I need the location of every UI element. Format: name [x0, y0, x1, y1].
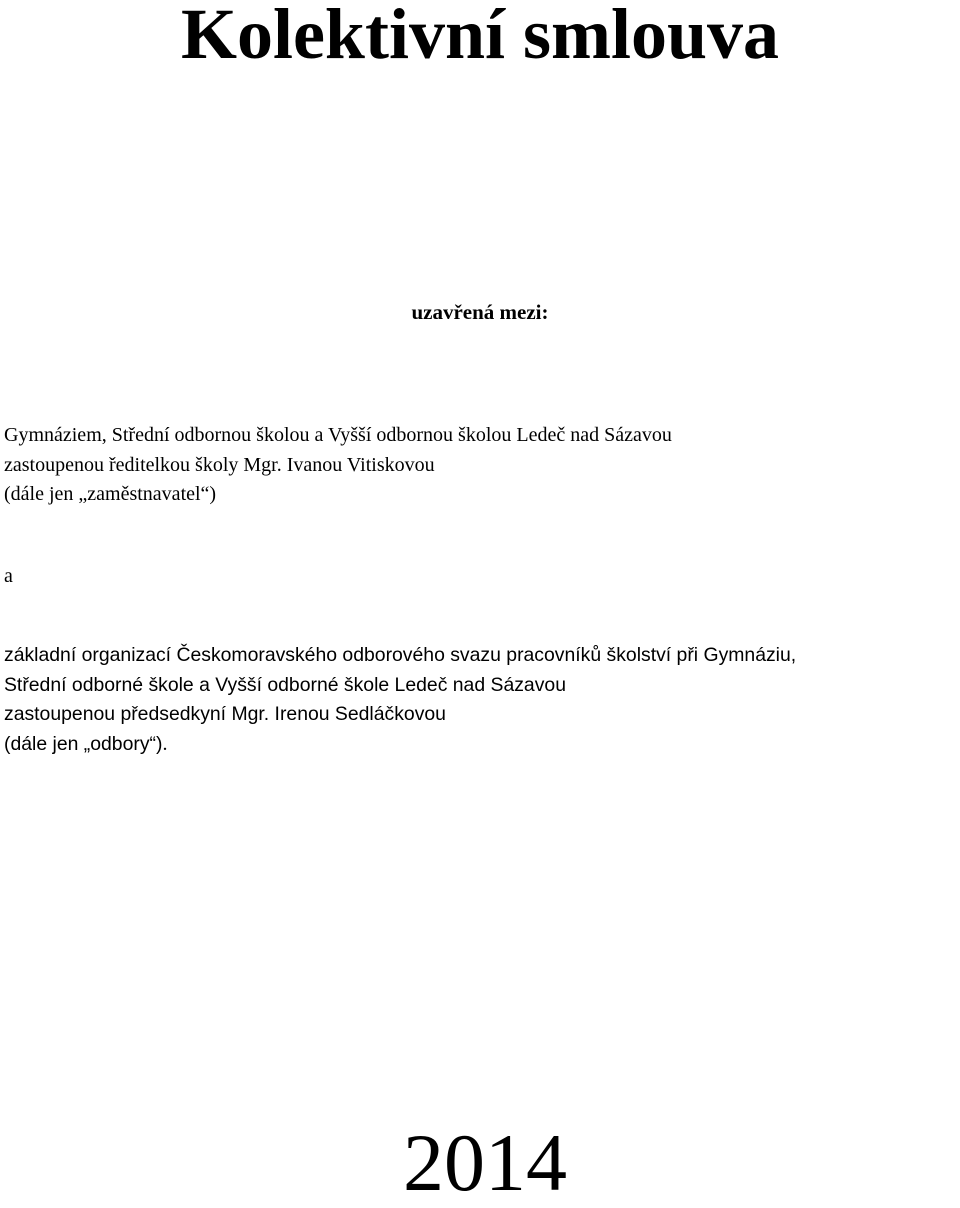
party-union-line-last: [4, 730, 796, 760]
party-employer-block: [4, 421, 672, 510]
party-union-line: zastoupenou předsedkyní Mgr. Irenou Sedláčkovou: [4, 703, 446, 725]
party-employer-line: Gymnáziem, Střední odbornou školou a Vyšší odbornou školou Ledeč nad Sázavou: [4, 424, 672, 446]
party-union-block: [4, 641, 796, 759]
document-year: 2014: [403, 1117, 567, 1208]
party-employer-line: zastoupenou ředitelkou školy Mgr. Ivanou Vitiskovou: [4, 453, 435, 476]
closing-period: .: [162, 732, 168, 755]
document-subtitle: uzavřená mezi:: [411, 300, 549, 324]
conjunction: a: [4, 565, 13, 587]
document-title: Kolektivní smlouva: [180, 0, 780, 74]
party-union-line: základní organizací Českomoravského odborového svazu pracovníků školství při Gymnáziu,: [4, 644, 797, 666]
party-employer-line: (dále jen „zaměstnavatel“): [4, 483, 217, 505]
party-union-line: (dále jen „odbory“): [4, 732, 163, 755]
party-union-line: Střední odborné škole a Vyšší odborné škole Ledeč nad Sázavou: [4, 673, 566, 696]
